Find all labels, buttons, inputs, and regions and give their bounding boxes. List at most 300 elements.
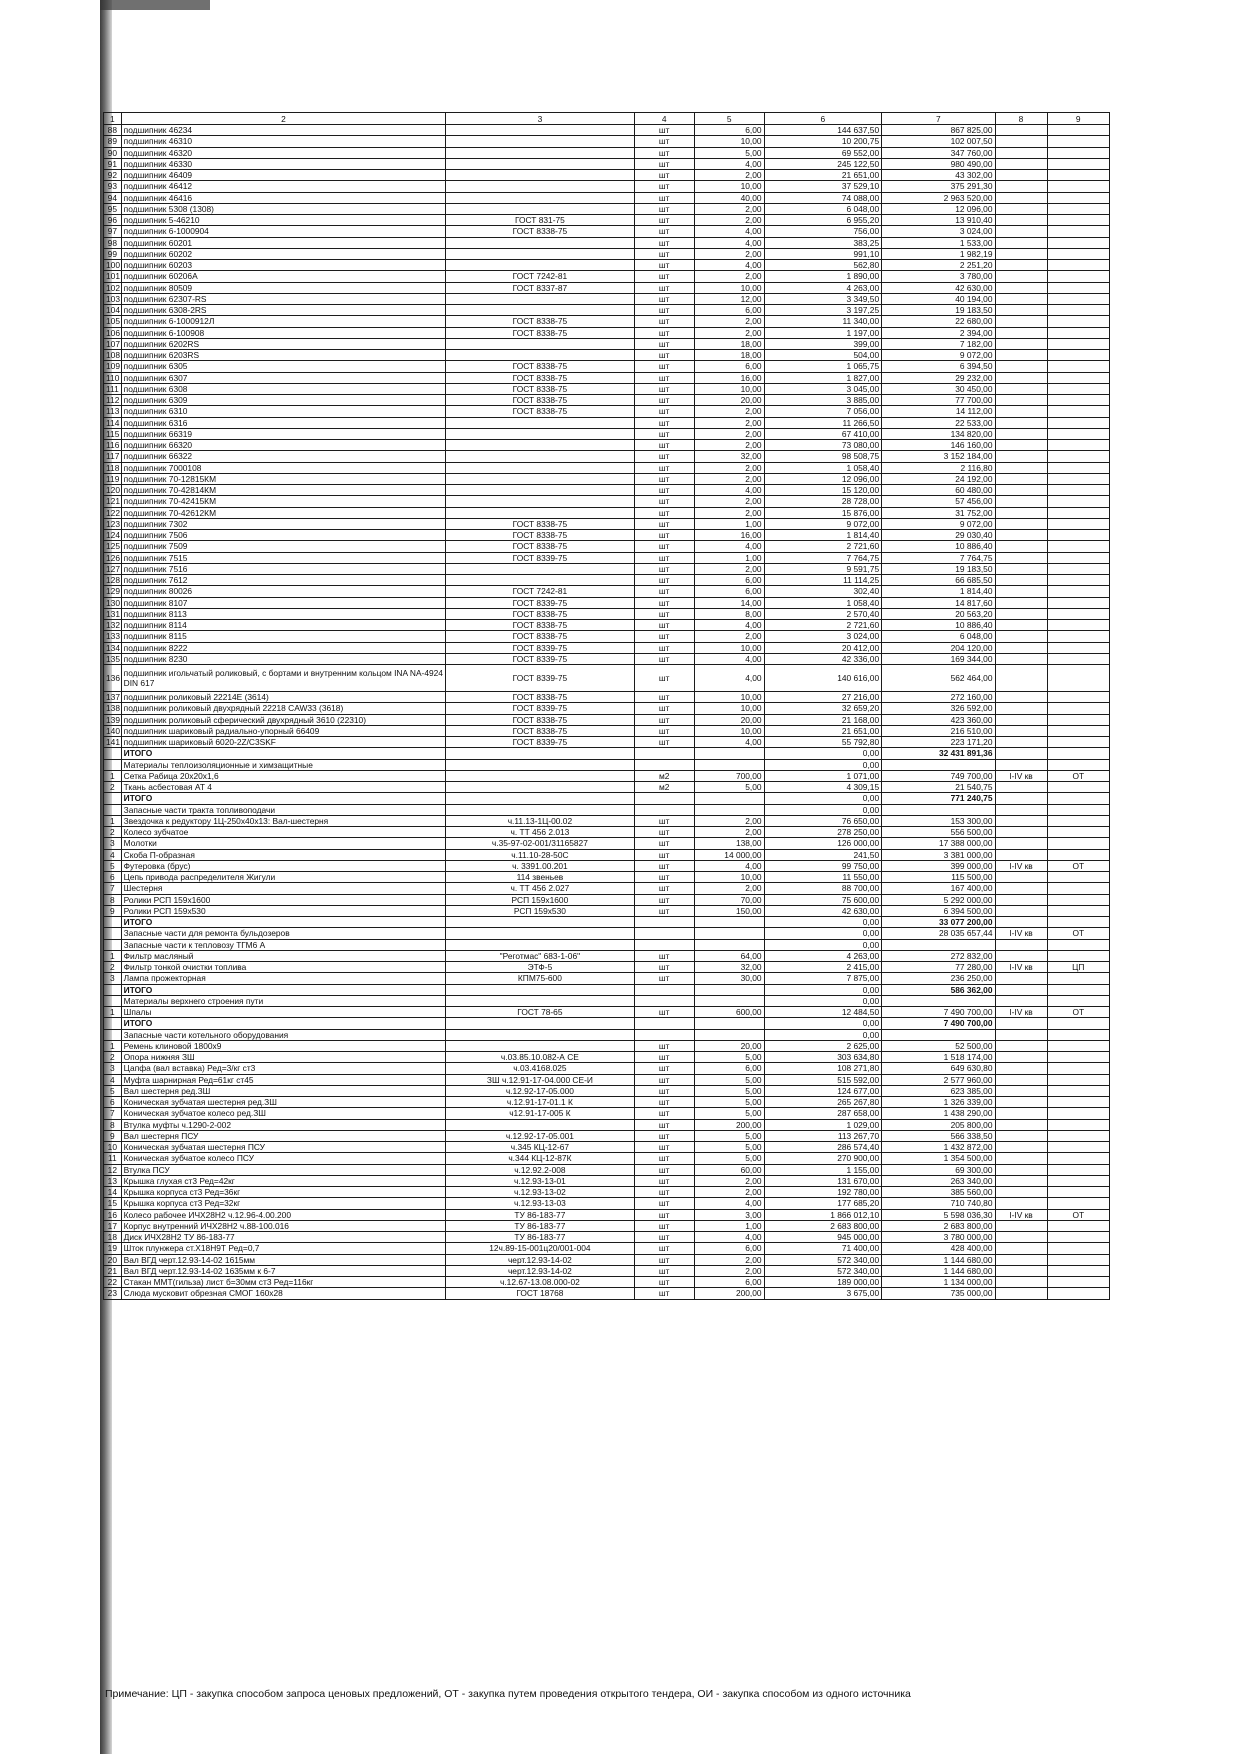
- cell-item-name: подшипник 6202RS: [121, 338, 446, 349]
- cell-quantity: 32,00: [694, 962, 764, 973]
- cell-period: [995, 737, 1047, 748]
- cell-standard: [446, 748, 634, 759]
- cell-unit-price: 2 683 800,00: [764, 1220, 882, 1231]
- cell-total-amount: 272 832,00: [882, 950, 995, 961]
- cell-row-number: [104, 995, 122, 1006]
- cell-method: ОТ: [1047, 1209, 1109, 1220]
- cell-total-amount: 223 171,20: [882, 737, 995, 748]
- cell-item-name: Колесо рабочее ИЧХ28Н2 ч.12.96-4.00.200: [121, 1209, 446, 1220]
- cell-unit-price: 1 029,00: [764, 1119, 882, 1130]
- column-header: 3: [446, 113, 634, 125]
- cell-method: [1047, 1265, 1109, 1276]
- cell-quantity: 10,00: [694, 181, 764, 192]
- cell-standard: ГОСТ 8338-75: [446, 530, 634, 541]
- cell-item-name: подшипник игольчатый роликовый, с бортами и внутренним кольцом INA NA-4924 DIN 617: [121, 665, 446, 692]
- cell-period: [995, 1243, 1047, 1254]
- cell-total-amount: 43 302,00: [882, 170, 995, 181]
- cell-row-number: 9: [104, 905, 122, 916]
- cell-unit: шт: [634, 192, 694, 203]
- cell-unit: шт: [634, 642, 694, 653]
- table-row: [104, 496, 1110, 507]
- table-row: [104, 181, 1110, 192]
- cell-method: ЦП: [1047, 962, 1109, 973]
- cell-period: [995, 586, 1047, 597]
- cell-unit-price: 124 677,00: [764, 1085, 882, 1096]
- cell-unit: шт: [634, 417, 694, 428]
- cell-row-number: 116: [104, 440, 122, 451]
- cell-total-amount: 347 760,00: [882, 147, 995, 158]
- cell-quantity: 3,00: [694, 1209, 764, 1220]
- cell-row-number: 18: [104, 1232, 122, 1243]
- cell-row-number: [104, 1029, 122, 1040]
- cell-unit-price: 0,00: [764, 804, 882, 815]
- cell-quantity: [694, 748, 764, 759]
- cell-row-number: 2: [104, 827, 122, 838]
- cell-quantity: 2,00: [694, 440, 764, 451]
- cell-unit: шт: [634, 1153, 694, 1164]
- table-row: [104, 552, 1110, 563]
- column-header: 4: [634, 113, 694, 125]
- cell-method: [1047, 518, 1109, 529]
- cell-total-amount: 9 072,00: [882, 518, 995, 529]
- cell-method: [1047, 338, 1109, 349]
- cell-method: [1047, 372, 1109, 383]
- table-row: [104, 563, 1110, 574]
- column-header: 9: [1047, 113, 1109, 125]
- cell-period: [995, 642, 1047, 653]
- cell-period: [995, 597, 1047, 608]
- cell-total-amount: 7 490 700,00: [882, 1018, 995, 1029]
- cell-unit-price: 15 876,00: [764, 507, 882, 518]
- cell-method: [1047, 1018, 1109, 1029]
- cell-total-amount: 19 183,50: [882, 305, 995, 316]
- cell-total-amount: 77 280,00: [882, 962, 995, 973]
- cell-method: [1047, 1029, 1109, 1040]
- cell-row-number: 104: [104, 305, 122, 316]
- cell-method: [1047, 586, 1109, 597]
- table-row: [104, 462, 1110, 473]
- cell-unit: [634, 1018, 694, 1029]
- cell-quantity: 2,00: [694, 815, 764, 826]
- cell-unit: шт: [634, 428, 694, 439]
- cell-standard: [446, 759, 634, 770]
- cell-row-number: 1: [104, 1040, 122, 1051]
- cell-unit: шт: [634, 1108, 694, 1119]
- cell-total-amount: 1 326 339,00: [882, 1097, 995, 1108]
- cell-method: [1047, 804, 1109, 815]
- cell-row-number: [104, 1018, 122, 1029]
- cell-unit: шт: [634, 714, 694, 725]
- cell-standard: ч.12.93-13-02: [446, 1187, 634, 1198]
- cell-period: I-IV кв: [995, 1209, 1047, 1220]
- cell-row-number: 109: [104, 361, 122, 372]
- cell-unit: шт: [634, 1243, 694, 1254]
- cell-quantity: [694, 1018, 764, 1029]
- table-row: [104, 1018, 1110, 1029]
- cell-row-number: 14: [104, 1187, 122, 1198]
- cell-standard: [446, 451, 634, 462]
- cell-method: [1047, 316, 1109, 327]
- cell-quantity: 10,00: [694, 872, 764, 883]
- table-row: [104, 905, 1110, 916]
- cell-method: ОТ: [1047, 770, 1109, 781]
- cell-quantity: 5,00: [694, 1130, 764, 1141]
- table-row: [104, 1040, 1110, 1051]
- cell-unit-price: 75 600,00: [764, 894, 882, 905]
- cell-row-number: 16: [104, 1209, 122, 1220]
- table-row: [104, 1254, 1110, 1265]
- cell-method: [1047, 1085, 1109, 1096]
- cell-unit: шт: [634, 563, 694, 574]
- cell-quantity: 1,00: [694, 552, 764, 563]
- table-row: [104, 815, 1110, 826]
- cell-item-name: Запасные части для ремонта бульдозеров: [121, 928, 446, 939]
- table-row: [104, 620, 1110, 631]
- cell-standard: [446, 917, 634, 928]
- cell-unit: [634, 1029, 694, 1040]
- cell-total-amount: 115 500,00: [882, 872, 995, 883]
- cell-unit: шт: [634, 1119, 694, 1130]
- cell-standard: ГОСТ 8338-75: [446, 226, 634, 237]
- cell-standard: [446, 1040, 634, 1051]
- cell-total-amount: 2 116,80: [882, 462, 995, 473]
- cell-unit-price: 42 336,00: [764, 653, 882, 664]
- cell-row-number: 122: [104, 507, 122, 518]
- cell-row-number: 5: [104, 860, 122, 871]
- table-row: [104, 575, 1110, 586]
- cell-row-number: 2: [104, 1052, 122, 1063]
- cell-unit-price: 67 410,00: [764, 428, 882, 439]
- cell-method: [1047, 748, 1109, 759]
- cell-unit-price: 572 340,00: [764, 1265, 882, 1276]
- cell-item-name: Лампа прожекторная: [121, 973, 446, 984]
- cell-row-number: 121: [104, 496, 122, 507]
- cell-period: [995, 237, 1047, 248]
- cell-quantity: 2,00: [694, 327, 764, 338]
- cell-total-amount: 562 464,00: [882, 665, 995, 692]
- cell-item-name: Материалы верхнего строения пути: [121, 995, 446, 1006]
- cell-standard: [446, 350, 634, 361]
- table-row: [104, 608, 1110, 619]
- table-row: [104, 860, 1110, 871]
- cell-unit: шт: [634, 248, 694, 259]
- table-row: [104, 827, 1110, 838]
- table-row: [104, 725, 1110, 736]
- cell-quantity: 32,00: [694, 451, 764, 462]
- cell-row-number: 138: [104, 703, 122, 714]
- cell-row-number: 100: [104, 260, 122, 271]
- cell-method: [1047, 282, 1109, 293]
- cell-standard: [446, 1018, 634, 1029]
- cell-unit: шт: [634, 631, 694, 642]
- cell-row-number: 1: [104, 1007, 122, 1018]
- cell-unit-price: 98 508,75: [764, 451, 882, 462]
- cell-period: I-IV кв: [995, 928, 1047, 939]
- cell-row-number: 118: [104, 462, 122, 473]
- cell-method: [1047, 815, 1109, 826]
- cell-unit: шт: [634, 737, 694, 748]
- cell-unit: шт: [634, 703, 694, 714]
- cell-quantity: 2,00: [694, 271, 764, 282]
- cell-unit-price: 27 216,00: [764, 692, 882, 703]
- cell-period: [995, 793, 1047, 804]
- cell-unit-price: 945 000,00: [764, 1232, 882, 1243]
- cell-item-name: подшипник 7516: [121, 563, 446, 574]
- cell-unit-price: 21 651,00: [764, 170, 882, 181]
- cell-quantity: 30,00: [694, 973, 764, 984]
- cell-standard: ГОСТ 7242-81: [446, 271, 634, 282]
- cell-standard: ч.35-97-02-001/31165827: [446, 838, 634, 849]
- column-header: 1: [104, 113, 122, 125]
- table-row: [104, 1209, 1110, 1220]
- cell-quantity: 4,00: [694, 665, 764, 692]
- cell-unit-price: 572 340,00: [764, 1254, 882, 1265]
- cell-unit: шт: [634, 692, 694, 703]
- cell-item-name: подшипник 46234: [121, 125, 446, 136]
- cell-method: [1047, 361, 1109, 372]
- cell-unit: шт: [634, 496, 694, 507]
- cell-item-name: Фильтр масляный: [121, 950, 446, 961]
- cell-total-amount: 66 685,50: [882, 575, 995, 586]
- cell-item-name: Диск ИЧХ28Н2 ТУ 86-183-77: [121, 1232, 446, 1243]
- cell-standard: [446, 804, 634, 815]
- cell-unit: [634, 928, 694, 939]
- cell-method: [1047, 496, 1109, 507]
- cell-method: [1047, 1142, 1109, 1153]
- cell-total-amount: 2 251,20: [882, 260, 995, 271]
- cell-period: I-IV кв: [995, 860, 1047, 871]
- cell-period: [995, 305, 1047, 316]
- cell-quantity: 18,00: [694, 350, 764, 361]
- cell-total-amount: 13 910,40: [882, 215, 995, 226]
- cell-row-number: 126: [104, 552, 122, 563]
- cell-item-name: подшипник 6309: [121, 395, 446, 406]
- cell-period: [995, 984, 1047, 995]
- cell-row-number: 8: [104, 894, 122, 905]
- cell-total-amount: 10 886,40: [882, 620, 995, 631]
- cell-total-amount: 17 388 000,00: [882, 838, 995, 849]
- cell-unit-price: 270 900,00: [764, 1153, 882, 1164]
- table-row: [104, 485, 1110, 496]
- cell-method: [1047, 631, 1109, 642]
- table-row: [104, 793, 1110, 804]
- cell-method: [1047, 383, 1109, 394]
- cell-unit-price: 21 651,00: [764, 725, 882, 736]
- cell-unit-price: 11 550,00: [764, 872, 882, 883]
- cell-total-amount: 263 340,00: [882, 1175, 995, 1186]
- cell-item-name: ИТОГО: [121, 917, 446, 928]
- cell-period: [995, 1040, 1047, 1051]
- cell-total-amount: 24 192,00: [882, 473, 995, 484]
- cell-standard: [446, 563, 634, 574]
- cell-item-name: подшипник 46330: [121, 158, 446, 169]
- cell-unit-price: 12 484,50: [764, 1007, 882, 1018]
- cell-quantity: 18,00: [694, 338, 764, 349]
- cell-unit: [634, 748, 694, 759]
- cell-row-number: 130: [104, 597, 122, 608]
- cell-standard: черт.12.93-14-02: [446, 1265, 634, 1276]
- cell-standard: ч.03.85.10.082-А СЕ: [446, 1052, 634, 1063]
- cell-total-amount: 710 740,80: [882, 1198, 995, 1209]
- cell-total-amount: 1 814,40: [882, 586, 995, 597]
- cell-unit-price: 241,50: [764, 849, 882, 860]
- cell-quantity: 5,00: [694, 1108, 764, 1119]
- cell-item-name: подшипник роликовый сферический двухрядный 3610 (22310): [121, 714, 446, 725]
- cell-standard: РСП 159х1600: [446, 894, 634, 905]
- cell-row-number: 110: [104, 372, 122, 383]
- cell-standard: ч.12.67-13.08.000-02: [446, 1277, 634, 1288]
- cell-item-name: подшипник 7509: [121, 541, 446, 552]
- cell-total-amount: 216 510,00: [882, 725, 995, 736]
- cell-standard: [446, 260, 634, 271]
- cell-unit-price: 303 634,80: [764, 1052, 882, 1063]
- cell-quantity: 6,00: [694, 1277, 764, 1288]
- table-row: [104, 1085, 1110, 1096]
- cell-unit: шт: [634, 1007, 694, 1018]
- cell-total-amount: 77 700,00: [882, 395, 995, 406]
- cell-row-number: 89: [104, 136, 122, 147]
- cell-period: [995, 383, 1047, 394]
- cell-period: [995, 894, 1047, 905]
- cell-unit-price: 0,00: [764, 939, 882, 950]
- cell-item-name: Запасные части к тепловозу ТГМ6 А: [121, 939, 446, 950]
- cell-quantity: 2,00: [694, 1254, 764, 1265]
- cell-unit: шт: [634, 1074, 694, 1085]
- cell-item-name: Коническая зубчатое колесо ПСУ: [121, 1153, 446, 1164]
- cell-period: [995, 973, 1047, 984]
- cell-quantity: 5,00: [694, 1142, 764, 1153]
- table-row: [104, 872, 1110, 883]
- cell-period: [995, 541, 1047, 552]
- cell-unit: шт: [634, 541, 694, 552]
- cell-item-name: подшипник 6316: [121, 417, 446, 428]
- cell-standard: ГОСТ 8337-87: [446, 282, 634, 293]
- cell-method: [1047, 653, 1109, 664]
- cell-standard: РСП 159х530: [446, 905, 634, 916]
- cell-period: [995, 1029, 1047, 1040]
- table-row: [104, 417, 1110, 428]
- cell-method: [1047, 248, 1109, 259]
- cell-item-name: Крышка глухая ст3 Ред=42кг: [121, 1175, 446, 1186]
- cell-total-amount: 236 250,00: [882, 973, 995, 984]
- cell-unit-price: 32 659,20: [764, 703, 882, 714]
- table-row: [104, 125, 1110, 136]
- cell-standard: ч.12.93-13-03: [446, 1198, 634, 1209]
- cell-total-amount: [882, 759, 995, 770]
- table-row: [104, 838, 1110, 849]
- cell-quantity: 6,00: [694, 575, 764, 586]
- cell-method: [1047, 485, 1109, 496]
- cell-quantity: 2,00: [694, 406, 764, 417]
- cell-unit-price: 1 866 012,10: [764, 1209, 882, 1220]
- cell-row-number: 8: [104, 1119, 122, 1130]
- cell-quantity: 6,00: [694, 1243, 764, 1254]
- cell-unit-price: 0,00: [764, 1029, 882, 1040]
- cell-total-amount: 19 183,50: [882, 563, 995, 574]
- cell-unit: шт: [634, 872, 694, 883]
- cell-method: [1047, 883, 1109, 894]
- cell-total-amount: 749 700,00: [882, 770, 995, 781]
- cell-item-name: Цапфа (вал вставка) Ред=3/кг ст3: [121, 1063, 446, 1074]
- cell-period: [995, 1153, 1047, 1164]
- cell-unit-price: 515 592,00: [764, 1074, 882, 1085]
- column-header: 6: [764, 113, 882, 125]
- cell-quantity: 16,00: [694, 372, 764, 383]
- cell-quantity: 2,00: [694, 248, 764, 259]
- cell-unit: шт: [634, 653, 694, 664]
- cell-period: [995, 136, 1047, 147]
- cell-quantity: 10,00: [694, 383, 764, 394]
- cell-quantity: 6,00: [694, 305, 764, 316]
- cell-row-number: 96: [104, 215, 122, 226]
- cell-row-number: 6: [104, 1097, 122, 1108]
- cell-row-number: 136: [104, 665, 122, 692]
- table-row: [104, 428, 1110, 439]
- cell-item-name: подшипник 80026: [121, 586, 446, 597]
- scan-shadow-top: [100, 0, 210, 10]
- cell-row-number: 7: [104, 1108, 122, 1119]
- cell-total-amount: 52 500,00: [882, 1040, 995, 1051]
- cell-total-amount: 2 963 520,00: [882, 192, 995, 203]
- cell-standard: [446, 770, 634, 781]
- cell-period: [995, 1232, 1047, 1243]
- table-row: [104, 237, 1110, 248]
- cell-unit: шт: [634, 849, 694, 860]
- cell-method: [1047, 473, 1109, 484]
- cell-row-number: 19: [104, 1243, 122, 1254]
- cell-row-number: 22: [104, 1277, 122, 1288]
- cell-period: [995, 1198, 1047, 1209]
- cell-unit: шт: [634, 383, 694, 394]
- cell-period: [995, 703, 1047, 714]
- cell-period: [995, 260, 1047, 271]
- cell-quantity: 4,00: [694, 1232, 764, 1243]
- cell-quantity: 150,00: [694, 905, 764, 916]
- cell-quantity: 14 000,00: [694, 849, 764, 860]
- cell-total-amount: 40 194,00: [882, 293, 995, 304]
- cell-total-amount: 5 598 036,30: [882, 1209, 995, 1220]
- cell-unit-price: 9 591,75: [764, 563, 882, 574]
- cell-unit-price: 1 058,40: [764, 462, 882, 473]
- cell-period: [995, 1097, 1047, 1108]
- cell-method: [1047, 271, 1109, 282]
- cell-period: [995, 473, 1047, 484]
- cell-standard: ГОСТ 8339-75: [446, 665, 634, 692]
- cell-method: [1047, 192, 1109, 203]
- cell-method: [1047, 1164, 1109, 1175]
- cell-period: [995, 1254, 1047, 1265]
- table-row: [104, 703, 1110, 714]
- cell-total-amount: 771 240,75: [882, 793, 995, 804]
- cell-unit-price: 1 197,00: [764, 327, 882, 338]
- cell-total-amount: 153 300,00: [882, 815, 995, 826]
- cell-method: [1047, 350, 1109, 361]
- cell-standard: ГОСТ 8338-75: [446, 383, 634, 394]
- cell-unit: шт: [634, 1130, 694, 1141]
- cell-row-number: 102: [104, 282, 122, 293]
- cell-quantity: 5,00: [694, 1074, 764, 1085]
- cell-quantity: 2,00: [694, 1175, 764, 1186]
- cell-standard: ТУ 86-183-77: [446, 1220, 634, 1231]
- cell-standard: ГОСТ 8338-75: [446, 395, 634, 406]
- cell-row-number: [104, 804, 122, 815]
- cell-standard: ГОСТ 8339-75: [446, 597, 634, 608]
- table-row: [104, 1288, 1110, 1299]
- cell-period: [995, 815, 1047, 826]
- cell-method: [1047, 428, 1109, 439]
- cell-standard: ГОСТ 8339-75: [446, 737, 634, 748]
- cell-standard: ГОСТ 8338-75: [446, 714, 634, 725]
